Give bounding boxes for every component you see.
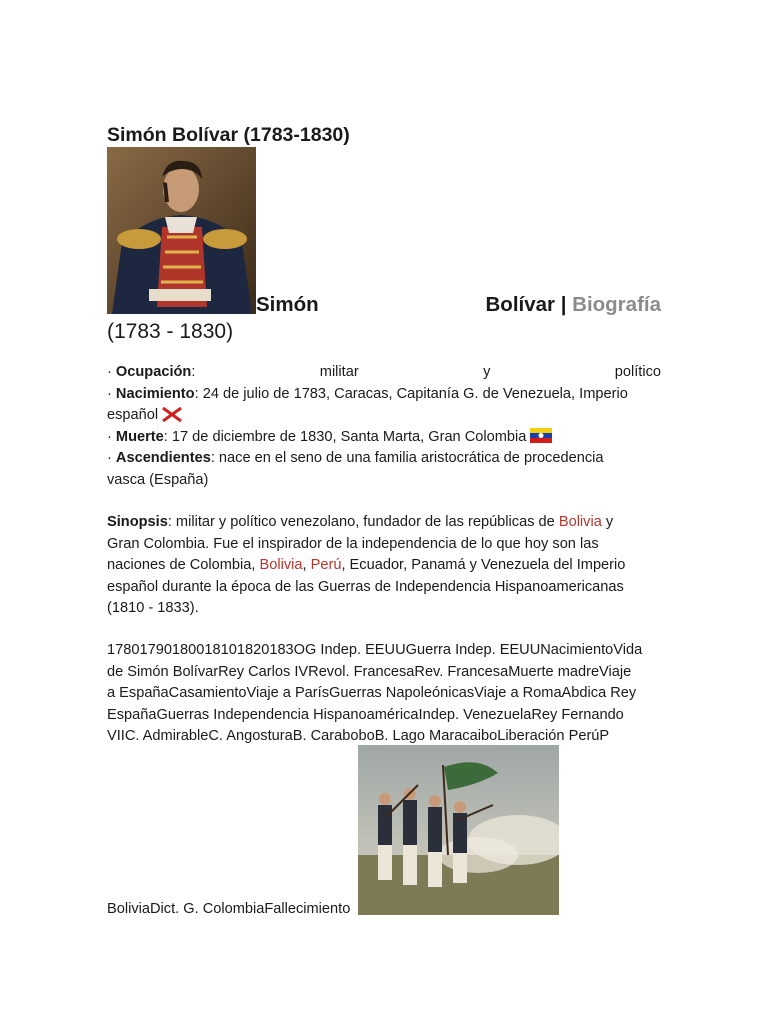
bolivia-link-2[interactable]: Bolivia	[259, 557, 303, 573]
timeline-last-line: BoliviaDict. G. ColombiaFallecimiento	[107, 901, 351, 917]
facts-block	[107, 362, 661, 491]
headline-name-tail: Bolívar | Biografía	[485, 293, 661, 316]
spain-cross-flag-icon	[161, 407, 183, 422]
document-title: Simón Bolívar (1783-1830)	[107, 124, 350, 146]
bolivia-link[interactable]: Bolivia	[558, 514, 602, 530]
fact-birth: · Nacimiento: 24 de julio de 1783, Caracas, Capitanía G. de Venezuela, Imperio español	[107, 385, 628, 423]
timeline-text: 17801790180018101820183OG Indep. EEUUGuerra Indep. EEUUNacimientoVida de Simón BolívarRey Carlos IVRevol. FrancesaRev. FrancesaMuerte madreViaje a EspañaCasamientoViaje a ParísGuerras NapoleónicasViaje a RomaAbdica Rey EspañaGuerras Independencia HispanoaméricaIndep. VenezuelaRey Fernando VIIC. AdmirableC. AngosturaB. CaraboboB. Lago MaracaiboLiberación PerúP	[107, 642, 643, 744]
fact-death: · Muerte: 17 de diciembre de 1830, Santa Marta, Gran Colombia	[107, 427, 661, 449]
headline-biografia-link[interactable]: Biografía	[572, 293, 661, 316]
headline-years: (1783 - 1830)	[107, 320, 234, 343]
bolivar-portrait-image	[107, 147, 256, 314]
headline-first-name: Simón	[256, 293, 319, 316]
gran-colombia-flag-icon	[530, 428, 552, 443]
headline-row	[256, 293, 661, 317]
fact-occupation: · Ocupación: militar y político	[107, 364, 661, 380]
battle-painting-image	[358, 745, 559, 915]
synopsis-block: Sinopsis: militar y político venezolano, fundador de las repúblicas de Bolivia y Gran Colombia. Fue el inspirador de la independencia de lo que hoy son las naciones de Colombia, Bolivia, Perú, Ecuador, Panamá y Venezuela del Imperio español durante la época de las Guerras de Independencia Hispanoamericanas (1810 - 1833).	[107, 514, 626, 616]
peru-link[interactable]: Perú	[310, 557, 342, 573]
fact-ancestry: · Ascendientes: nace en el seno de una familia aristocrática de procedencia vasca (España)	[107, 450, 604, 488]
